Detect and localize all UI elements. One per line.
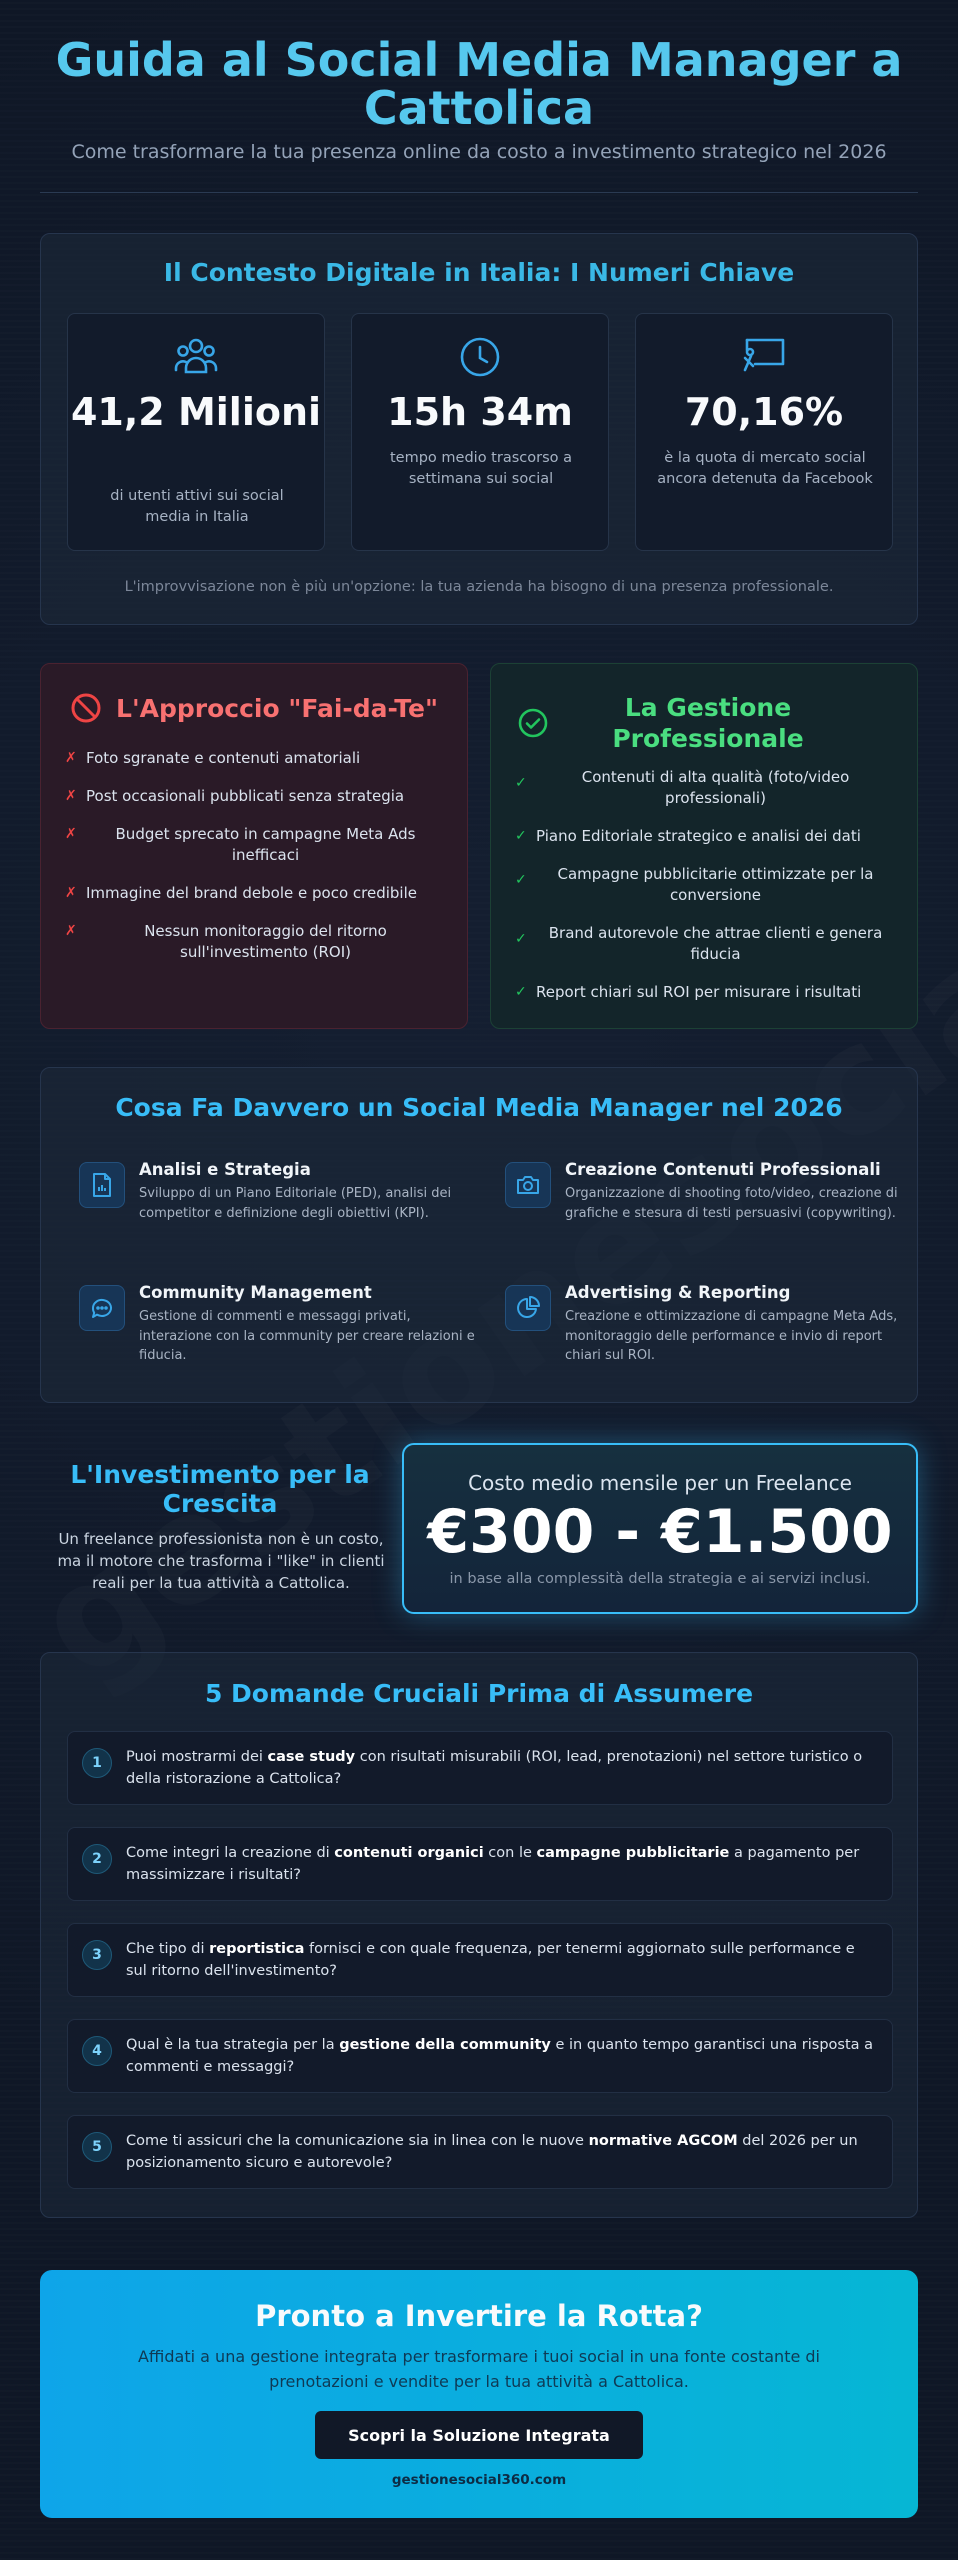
digital-context-section — [40, 233, 918, 625]
question-text: Che tipo di reportistica fornisci e con quale frequenza, per tenermi aggiornato sulle performance e sul ritorno dell'investimento? — [126, 1941, 855, 1979]
price-box — [402, 1443, 918, 1614]
stat-value: 15h 34m — [387, 390, 573, 434]
list-item: ✓ Piano Editoriale strategico e analisi dei dati — [515, 827, 861, 845]
list-item: ✓ Report chiari sul ROI per misurare i risultati — [515, 983, 862, 1001]
diy-approach-card — [40, 663, 468, 1029]
stat-card-facebook — [635, 313, 893, 551]
questions-section — [40, 1652, 918, 2218]
question-card — [67, 1731, 893, 1805]
diy-title: L'Approccio "Fai-da-Te" — [116, 693, 438, 723]
page-subtitle: Come trasformare la tua presenza online da costo a investimento strategico nel 2026 — [71, 141, 887, 163]
list-item: ✗ Post occasionali pubblicati senza strategia — [65, 787, 405, 805]
list-item: ✗ Foto sgranate e contenuti amatoriali — [65, 749, 361, 767]
list-item: ✗ Budget sprecato in campagne Meta Ads inefficaci — [65, 825, 416, 864]
services-title: Cosa Fa Davvero un Social Media Manager nel 2026 — [115, 1093, 843, 1122]
check-icon: ✓ — [515, 775, 527, 791]
diy-header — [41, 692, 467, 724]
question-text: Puoi mostrarmi dei case study con risultati misurabili (ROI, lead, prenotazioni) nel settore turistico o della ristorazione a Cattolica? — [126, 1749, 863, 1787]
professional-approach-card — [490, 663, 918, 1029]
questions-title: 5 Domande Cruciali Prima di Assumere — [204, 1679, 754, 1708]
ban-icon — [70, 692, 102, 724]
website-link[interactable]: gestionesocial360.com — [391, 2472, 567, 2488]
question-text: Come integri la creazione di contenuti organici con le campagne pubblicitarie a pagamento per massimizzare i risultati? — [126, 1845, 860, 1883]
x-icon: ✗ — [65, 923, 77, 939]
chart-document-icon — [79, 1162, 125, 1208]
question-number: 5 — [82, 2132, 112, 2162]
pro-header — [491, 692, 917, 754]
question-number: 1 — [82, 1748, 112, 1778]
question-card — [67, 2019, 893, 2093]
question-card — [67, 1827, 893, 1901]
camera-icon — [505, 1162, 551, 1208]
check-icon: ✓ — [515, 931, 527, 947]
question-number: 4 — [82, 2036, 112, 2066]
list-item: ✓ Contenuti di alta qualità (foto/video professionali) — [515, 768, 850, 807]
x-icon: ✗ — [65, 826, 77, 842]
check-icon: ✓ — [515, 828, 527, 844]
context-footnote: L'improvvisazione non è più un'opzione: la tua azienda ha bisogno di una presenza professionale. — [124, 579, 834, 595]
pro-title: La Gestione Professionale — [612, 693, 804, 753]
question-card — [67, 1923, 893, 1997]
investment-desc: Un freelance professionista non è un costo, ma il motore che trasforma i "like" in clienti reali per la tua attività a Cattolica. — [57, 1530, 385, 1592]
cta-title: Pronto a Invertire la Rotta? — [255, 2299, 703, 2333]
investment-title: L'Investimento per la Crescita — [70, 1460, 370, 1518]
header-divider — [40, 192, 918, 193]
check-icon: ✓ — [515, 984, 527, 1000]
price-label: Costo medio mensile per un Freelance — [468, 1471, 852, 1495]
service-title: Analisi e Strategia — [139, 1160, 311, 1179]
x-icon: ✗ — [65, 750, 77, 766]
check-circle-icon — [517, 707, 549, 739]
x-icon: ✗ — [65, 788, 77, 804]
discover-solution-button[interactable]: Scopri la Soluzione Integrata — [315, 2411, 643, 2459]
question-card — [67, 2115, 893, 2189]
list-item: ✗ Immagine del brand debole e poco credibile — [65, 884, 417, 902]
cta-banner — [40, 2270, 918, 2518]
stat-label: tempo medio trascorso a settimana sui social — [390, 450, 572, 487]
stat-value: 41,2 Milioni — [70, 390, 322, 434]
service-desc: Gestione di commenti e messaggi privati, interazione con la community per creare relazioni e fiducia. — [139, 1309, 475, 1363]
service-title: Community Management — [139, 1283, 372, 1302]
list-item: ✓ Campagne pubblicitarie ottimizzate per la conversione — [515, 865, 874, 904]
clock-icon — [352, 336, 608, 376]
users-icon — [68, 336, 324, 376]
service-desc: Sviluppo di un Piano Editoriale (PED), analisi dei competitor e definizione degli obiettivi (KPI). — [139, 1186, 452, 1221]
presentation-icon — [636, 336, 892, 376]
question-text: Qual è la tua strategia per la gestione della community e in quanto tempo garantisci una risposta a commenti e messaggi? — [126, 2037, 874, 2075]
service-title: Advertising & Reporting — [565, 1283, 791, 1302]
service-title: Creazione Contenuti Professionali — [565, 1160, 881, 1179]
pie-chart-icon — [505, 1285, 551, 1331]
x-icon: ✗ — [65, 885, 77, 901]
price-note: in base alla complessità della strategia e ai servizi inclusi. — [449, 1571, 871, 1587]
service-desc: Organizzazione di shooting foto/video, creazione di grafiche e stesura di testi persuasivi (copywriting). — [565, 1186, 898, 1221]
stat-card-users — [67, 313, 325, 551]
stat-label: di utenti attivi sui social media in Italia — [110, 488, 284, 525]
check-icon: ✓ — [515, 872, 527, 888]
diy-list — [65, 748, 445, 963]
list-item: ✗ Nessun monitoraggio del ritorno sull'investimento (ROI) — [65, 922, 387, 961]
stat-card-time — [351, 313, 609, 551]
page-title: Guida al Social Media Manager a Cattolica — [55, 33, 903, 135]
digital-context-title: Il Contesto Digitale in Italia: I Numeri Chiave — [163, 258, 795, 287]
list-item: ✓ Brand autorevole che attrae clienti e genera fiducia — [515, 924, 883, 963]
services-section — [40, 1067, 918, 1403]
price-value: €300 - €1.500 — [427, 1497, 893, 1567]
service-desc: Creazione e ottimizzazione di campagne Meta Ads, monitoraggio delle performance e invio di report chiari sul ROI. — [565, 1309, 898, 1363]
chat-bubble-icon — [79, 1285, 125, 1331]
stat-label: è la quota di mercato social ancora detenuta da Facebook — [657, 450, 873, 487]
cta-desc: Affidati a una gestione integrata per trasformare i tuoi social in una fonte costante di prenotazioni e vendite per la tua attività a Cattolica. — [137, 2347, 820, 2391]
question-number: 2 — [82, 1844, 112, 1874]
question-text: Come ti assicuri che la comunicazione sia in linea con le nuove normative AGCOM del 2026 per un posizionamento sicuro e autorevole? — [126, 2133, 858, 2171]
stat-value: 70,16% — [684, 390, 844, 434]
question-number: 3 — [82, 1940, 112, 1970]
pro-list — [515, 767, 895, 1003]
